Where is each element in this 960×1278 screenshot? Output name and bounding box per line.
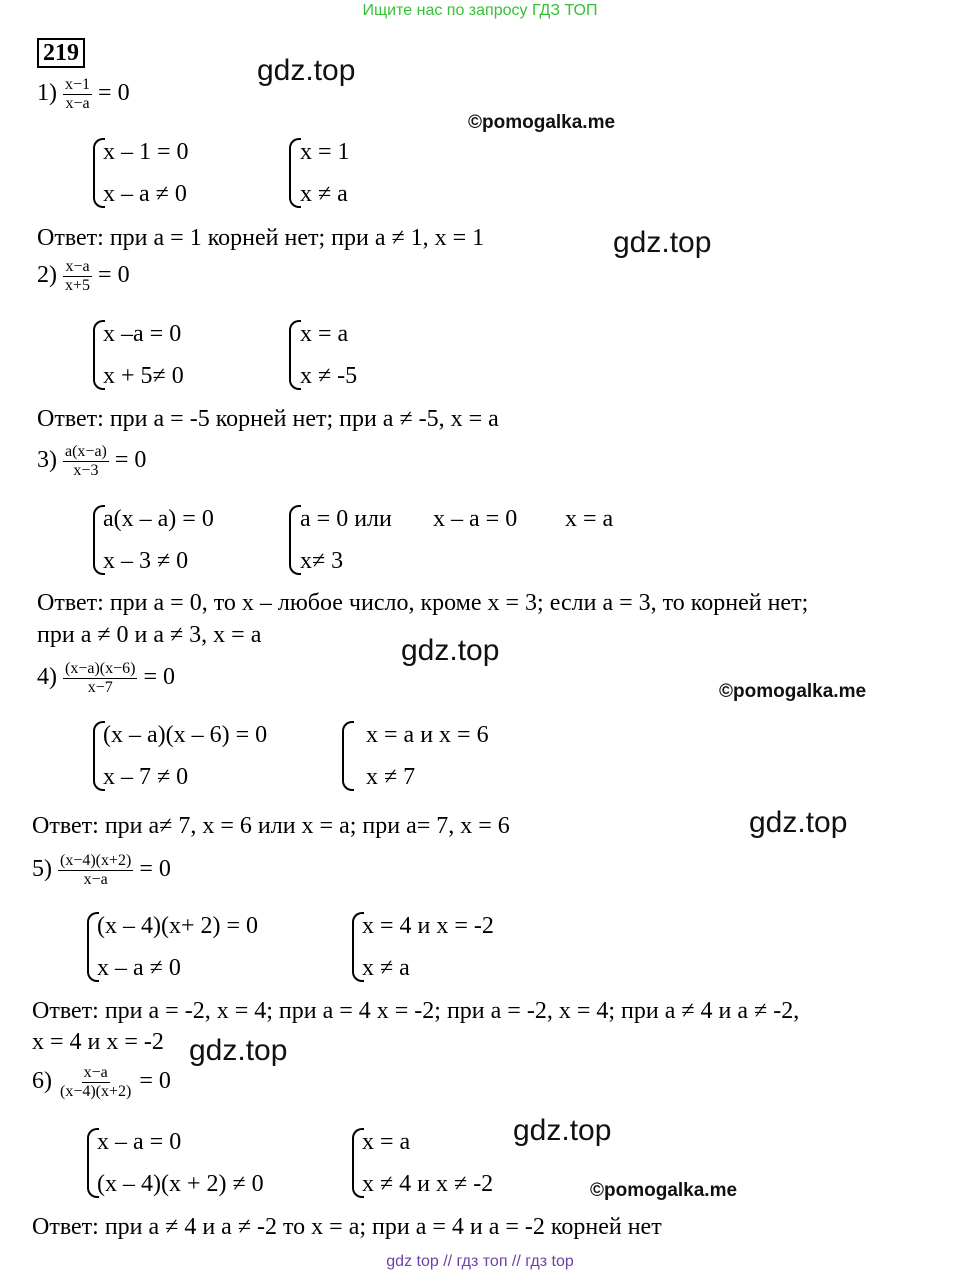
watermark-gdz: gdz.top xyxy=(749,806,848,839)
system-line: x – a = 0 xyxy=(97,1129,182,1155)
watermark-gdz: gdz.top xyxy=(189,1034,288,1067)
answer-line: Ответ: при a≠ 7, x = 6 или x = a; при a= 7, x = 6 xyxy=(32,813,510,839)
system-line: a = 0 или xyxy=(300,506,392,532)
equation-4: 4) $\frac{(x-a)(x-6)}{x-7}$ = 0 xyxy=(37,660,176,696)
equation-5: 5) $\frac{(x-4)(x+2)}{x-a}$ = 0 xyxy=(32,852,171,888)
equation-3: 3) $\frac{a(x-a)}{x-3}$ = 0 xyxy=(37,443,147,479)
answer-line: при a ≠ 0 и a ≠ 3, x = a xyxy=(37,622,262,648)
watermark-gdz: gdz.top xyxy=(401,634,500,667)
system-line: (x – a)(x – 6) = 0 xyxy=(103,722,268,748)
watermark-pomogalka: ©pomogalka.me xyxy=(468,112,616,133)
problem-number: 219 xyxy=(37,38,85,68)
system-line: x = a xyxy=(362,1129,411,1155)
watermark-gdz: gdz.top xyxy=(513,1114,612,1147)
equation-2: 2) $\frac{x-a}{x+5}$ = 0 xyxy=(37,258,130,294)
watermark-pomogalka: ©pomogalka.me xyxy=(590,1180,738,1201)
bottom-banner[interactable]: gdz top // гдз топ // гдз top xyxy=(386,1253,574,1270)
system-line: x ≠ 4 и x ≠ -2 xyxy=(362,1171,494,1197)
system-line: x ≠ a xyxy=(362,955,410,981)
answer-line: Ответ: при a = 1 корней нет; при a ≠ 1, x = 1 xyxy=(37,225,485,251)
system-line: x = 1 xyxy=(300,139,350,165)
watermark-gdz: gdz.top xyxy=(613,226,712,259)
watermark-gdz: gdz.top xyxy=(257,54,356,87)
system-line: (x – 4)(x+ 2) = 0 xyxy=(97,913,259,939)
solution-step: x – a = 0 xyxy=(433,506,518,532)
watermark-pomogalka: ©pomogalka.me xyxy=(719,681,867,702)
top-banner: Ищите нас по запросу ГДЗ ТОП xyxy=(362,2,598,19)
system-line: x≠ 3 xyxy=(300,548,344,574)
system-line: x = 4 и x = -2 xyxy=(362,913,494,939)
answer-line: Ответ: при a ≠ 4 и a ≠ -2 то x = a; при a = 4 и a = -2 корней нет xyxy=(32,1214,662,1240)
system-brace xyxy=(342,721,354,791)
answer-line: x = 4 и x = -2 xyxy=(32,1029,164,1055)
system-line: x –a = 0 xyxy=(103,321,182,347)
system-line: x – 1 = 0 xyxy=(103,139,189,165)
solution-step: x = a xyxy=(565,506,614,532)
system-line: x = a xyxy=(300,321,349,347)
system-line: x – a ≠ 0 xyxy=(97,955,181,981)
system-line: x + 5≠ 0 xyxy=(103,363,184,389)
equation-1: 1) $\frac{x-1}{x-a}$ = 0 xyxy=(37,76,130,112)
system-line: x ≠ a xyxy=(300,181,348,207)
system-line: a(x – a) = 0 xyxy=(103,506,214,532)
system-line: (x – 4)(x + 2) ≠ 0 xyxy=(97,1171,264,1197)
system-line: x – a ≠ 0 xyxy=(103,181,187,207)
answer-line: Ответ: при a = -2, x = 4; при a = 4 x = -2; при a = -2, x = 4; при a ≠ 4 и a ≠ -2, xyxy=(32,998,800,1024)
system-line: x ≠ -5 xyxy=(300,363,358,389)
system-line: x = a и x = 6 xyxy=(366,722,489,748)
equation-6: 6) $\frac{x-a}{(x-4)(x+2)}$ = 0 xyxy=(32,1064,171,1100)
answer-line: Ответ: при a = -5 корней нет; при a ≠ -5, x = a xyxy=(37,406,499,432)
answer-line: Ответ: при a = 0, то x – любое число, кроме x = 3; если a = 3, то корней нет; xyxy=(37,590,809,616)
system-line: x ≠ 7 xyxy=(366,764,416,790)
system-line: x – 7 ≠ 0 xyxy=(103,764,189,790)
system-line: x – 3 ≠ 0 xyxy=(103,548,189,574)
